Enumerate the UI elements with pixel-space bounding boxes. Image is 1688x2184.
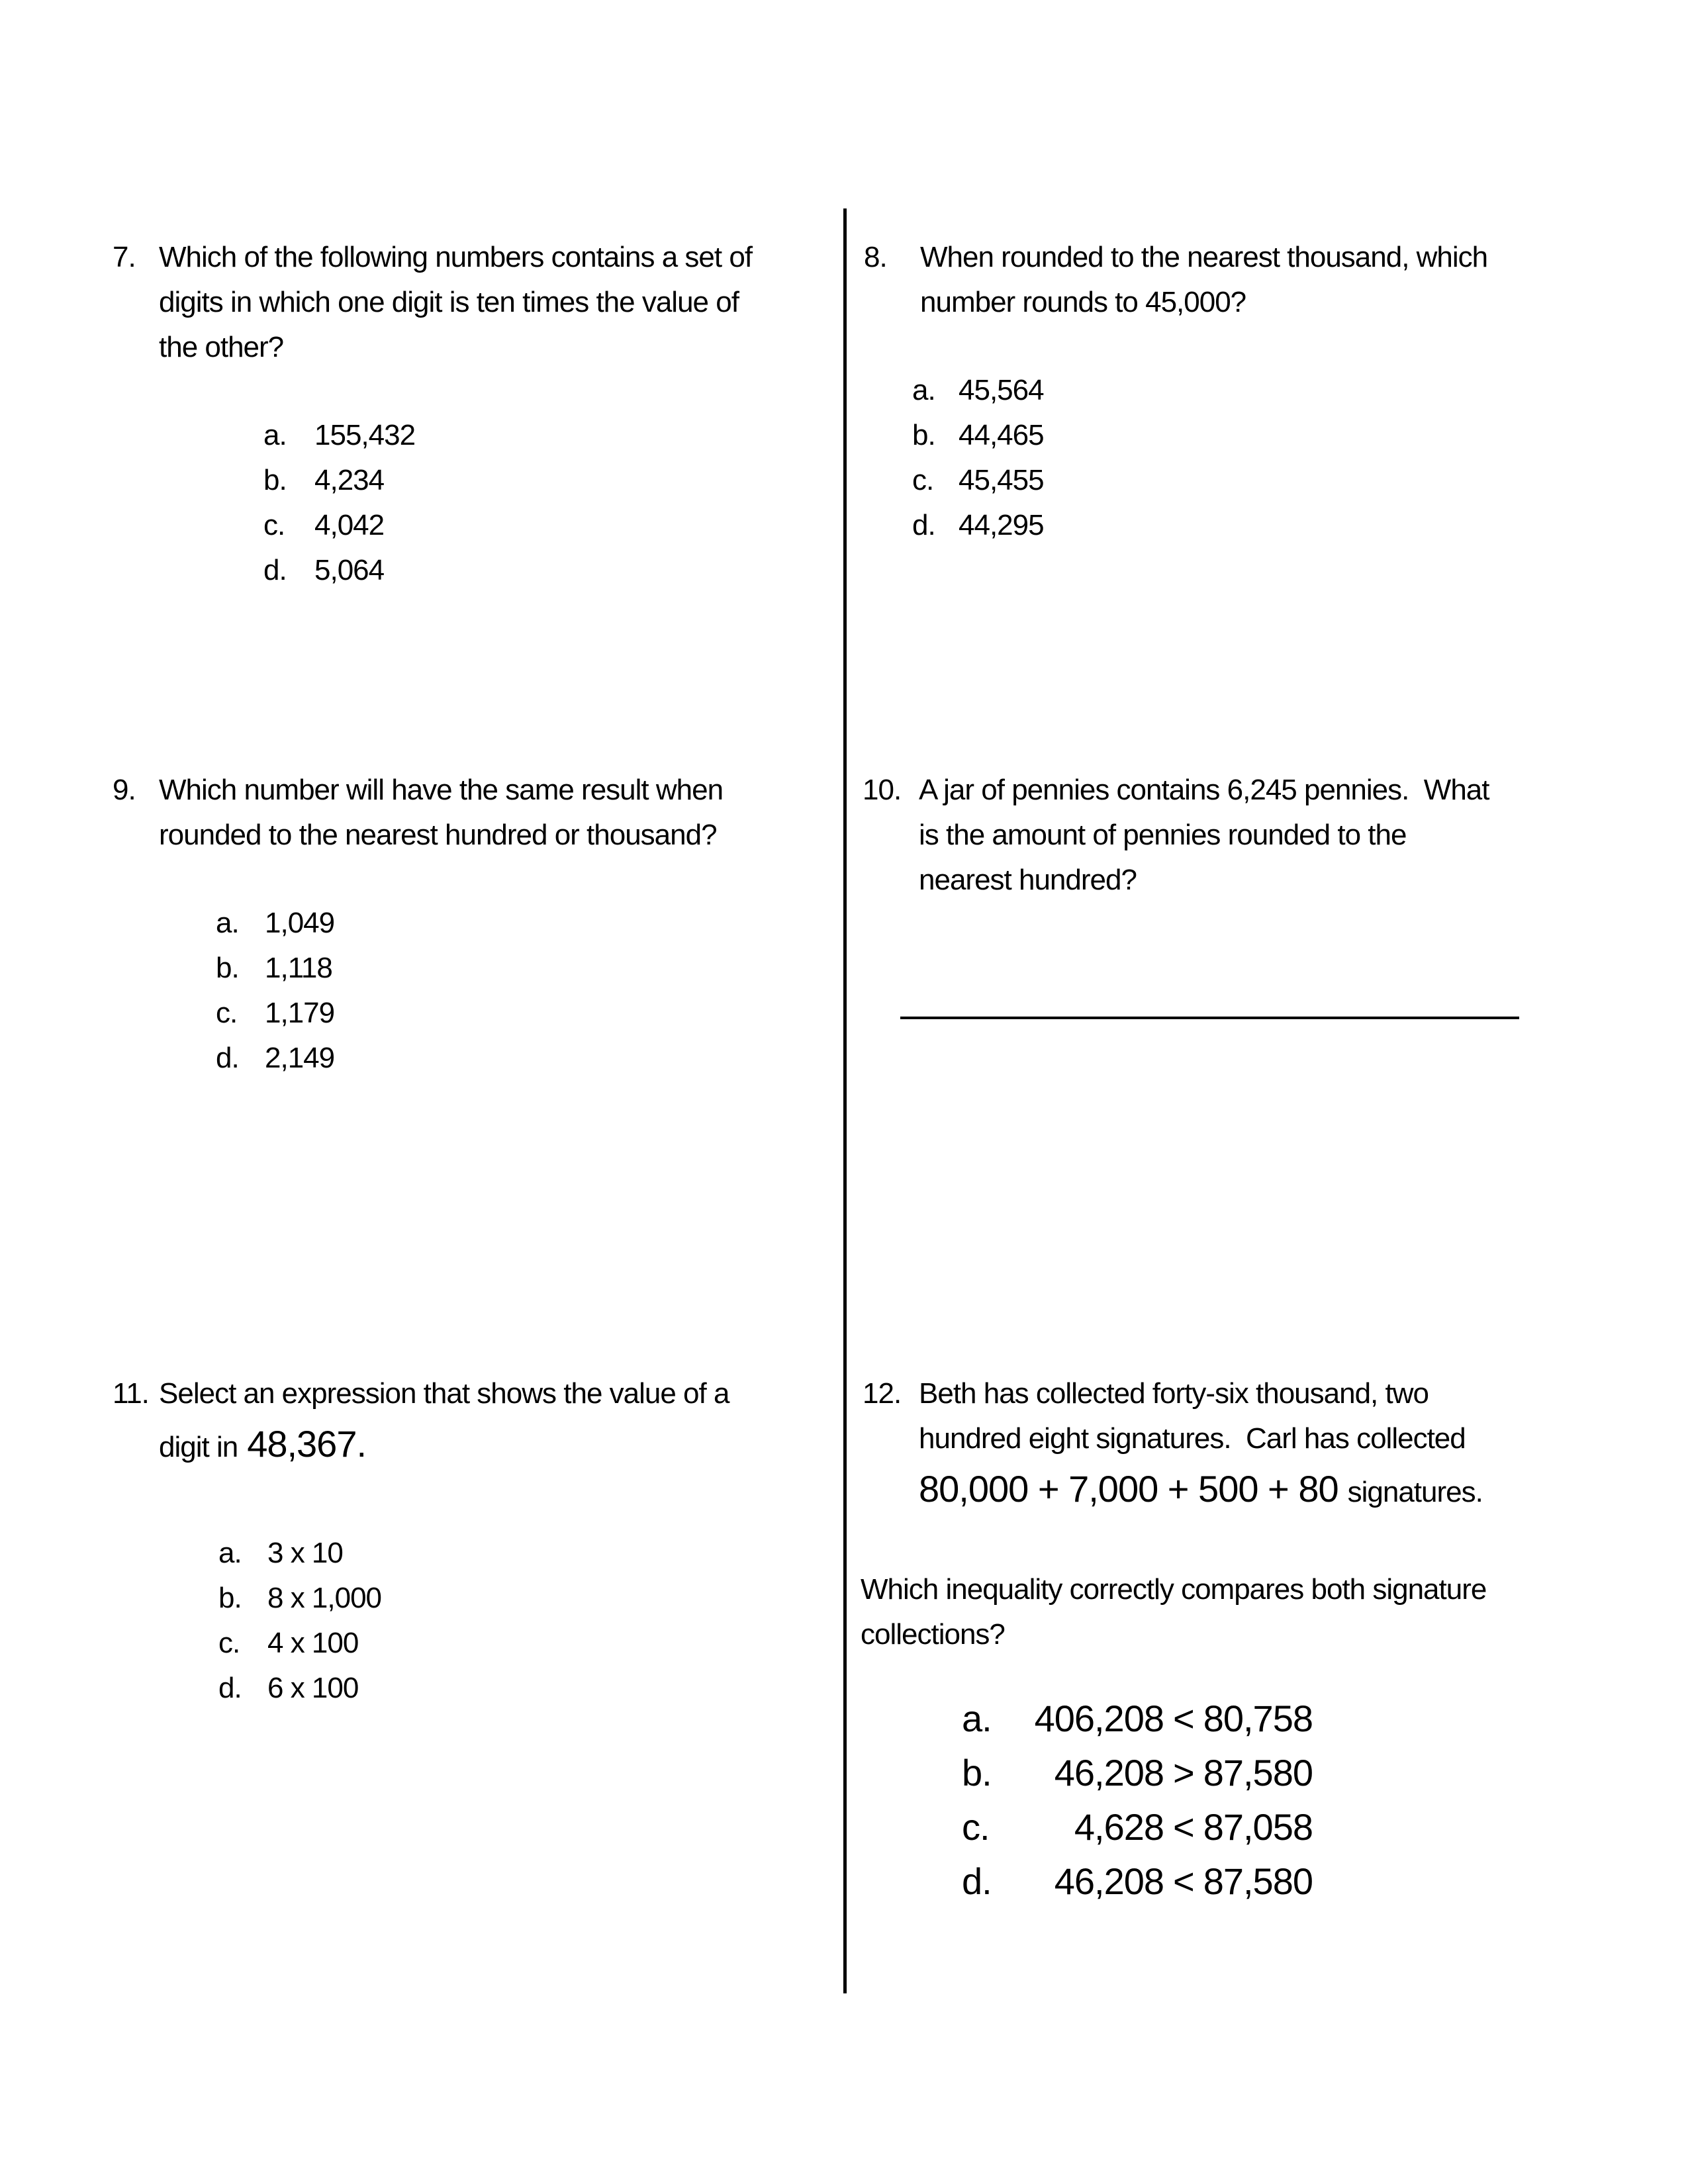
option-marker: c. <box>218 1627 240 1659</box>
question-7-options <box>263 413 841 593</box>
question-9-options <box>216 901 841 1081</box>
option-marker: b. <box>263 464 287 496</box>
question-12-line <box>919 1461 1683 1520</box>
option-marker: a. <box>218 1537 242 1569</box>
question-12-option-d <box>962 1854 1313 1909</box>
option-lhs: 46,208 <box>1054 1860 1164 1902</box>
option-lhs: 406,208 <box>1034 1698 1164 1739</box>
question-7-line: Which of the following numbers contains a set of <box>159 241 753 273</box>
option-text: 1,049 <box>265 907 335 939</box>
option-lhs: 4,628 <box>1074 1806 1164 1848</box>
question-11-option-b <box>218 1576 841 1621</box>
option-text: 4 x 100 <box>267 1627 359 1659</box>
question-12-options <box>962 1692 1313 1909</box>
question-11-large-number: 48,367. <box>247 1423 367 1465</box>
question-12-expression-suffix: signatures. <box>1347 1476 1483 1508</box>
question-9 <box>113 768 841 1081</box>
question-9-option-a <box>216 901 841 946</box>
option-text: 1,118 <box>265 952 332 984</box>
question-11 <box>113 1371 841 1711</box>
question-11-option-c <box>218 1621 841 1666</box>
option-text: 3 x 10 <box>267 1537 343 1569</box>
question-8-options <box>912 368 1658 548</box>
option-text: 45,455 <box>959 464 1044 496</box>
question-10-line: A jar of pennies contains 6,245 pennies. What <box>919 774 1489 806</box>
question-12-option-c <box>962 1800 1313 1854</box>
question-11-line-prefix: digit in <box>159 1431 238 1463</box>
option-marker: c. <box>912 464 934 496</box>
option-marker: d. <box>218 1672 242 1704</box>
option-marker: c. <box>216 997 238 1029</box>
option-text: 155,432 <box>314 419 416 451</box>
option-marker: b. <box>216 952 239 984</box>
question-9-line: rounded to the nearest hundred or thousand? <box>159 819 717 851</box>
option-lhs: 46,208 <box>1054 1752 1164 1794</box>
question-12 <box>863 1371 1683 1520</box>
question-12-line: Beth has collected forty-six thousand, two <box>919 1377 1429 1410</box>
question-8-option-b <box>912 413 1658 458</box>
option-text: 2,149 <box>265 1042 335 1074</box>
option-text: 6 x 100 <box>267 1672 359 1704</box>
option-marker: a. <box>912 374 935 406</box>
option-text: 1,179 <box>265 997 335 1029</box>
question-12-line: hundred eight signatures. Carl has collected <box>919 1422 1466 1455</box>
question-9-option-c <box>216 991 841 1036</box>
option-rhs: 87,058 <box>1203 1806 1313 1848</box>
inequality-sign: < <box>1173 1698 1194 1739</box>
option-marker: d. <box>216 1042 239 1074</box>
question-7-option-d <box>263 548 841 593</box>
question-8-option-a <box>912 368 1658 413</box>
question-8 <box>864 235 1658 548</box>
option-marker: a. <box>216 907 239 939</box>
question-9-option-d <box>216 1036 841 1081</box>
question-11-line <box>159 1416 841 1475</box>
option-marker: c. <box>263 509 285 541</box>
question-11-option-a <box>218 1531 841 1576</box>
question-12-option-a <box>962 1692 1313 1746</box>
option-marker: b. <box>962 1752 992 1794</box>
answer-blank-line[interactable] <box>900 986 1519 1019</box>
question-7-number: 7. <box>113 241 136 273</box>
question-9-option-b <box>216 946 841 991</box>
option-marker: b. <box>218 1582 242 1614</box>
question-10-number: 10. <box>863 774 902 806</box>
question-12-expression: 80,000 + 7,000 + 500 + 80 <box>919 1468 1338 1510</box>
question-8-option-c <box>912 458 1658 503</box>
inequality-sign: > <box>1173 1752 1194 1794</box>
inequality-sign: < <box>1173 1860 1194 1902</box>
question-10-line: nearest hundred? <box>919 864 1137 896</box>
option-text: 4,042 <box>314 509 385 541</box>
option-marker: b. <box>912 419 935 451</box>
option-marker: a. <box>263 419 287 451</box>
option-text: 45,564 <box>959 374 1044 406</box>
question-7-line: digits in which one digit is ten times the value of <box>159 286 739 318</box>
option-text: 5,064 <box>314 554 385 586</box>
question-12-followup-line: collections? <box>861 1618 1005 1651</box>
question-8-line: When rounded to the nearest thousand, which <box>920 241 1488 273</box>
option-text: 8 x 1,000 <box>267 1582 382 1614</box>
question-7-line: the other? <box>159 331 284 363</box>
question-8-option-d <box>912 503 1658 548</box>
question-9-line: Which number will have the same result when <box>159 774 724 806</box>
question-7-option-c <box>263 503 841 548</box>
question-7-option-a <box>263 413 841 458</box>
question-11-options <box>218 1531 841 1711</box>
question-12-followup-line: Which inequality correctly compares both signature <box>861 1573 1487 1606</box>
question-11-line: Select an expression that shows the value of a <box>159 1377 729 1410</box>
option-marker: a. <box>962 1698 992 1739</box>
question-10-line: is the amount of pennies rounded to the <box>919 819 1407 851</box>
option-text: 44,465 <box>959 419 1044 451</box>
question-7 <box>113 235 841 593</box>
question-12-number: 12. <box>863 1377 902 1410</box>
question-12-followup <box>861 1567 1655 1657</box>
question-8-line: number rounds to 45,000? <box>920 286 1246 318</box>
question-12-option-b <box>962 1746 1313 1800</box>
option-marker: d. <box>912 509 935 541</box>
option-text: 4,234 <box>314 464 385 496</box>
question-9-number: 9. <box>113 774 136 806</box>
question-11-option-d <box>218 1666 841 1711</box>
inequality-sign: < <box>1173 1806 1194 1848</box>
question-11-number: 11. <box>113 1377 149 1410</box>
question-7-option-b <box>263 458 841 503</box>
column-divider <box>843 208 847 1993</box>
option-rhs: 80,758 <box>1203 1698 1313 1739</box>
question-10 <box>863 768 1657 903</box>
question-8-number: 8. <box>864 241 887 273</box>
option-marker: c. <box>962 1806 990 1848</box>
option-marker: d. <box>962 1860 992 1902</box>
option-marker: d. <box>263 554 287 586</box>
option-rhs: 87,580 <box>1203 1752 1313 1794</box>
option-rhs: 87,580 <box>1203 1860 1313 1902</box>
option-text: 44,295 <box>959 509 1044 541</box>
